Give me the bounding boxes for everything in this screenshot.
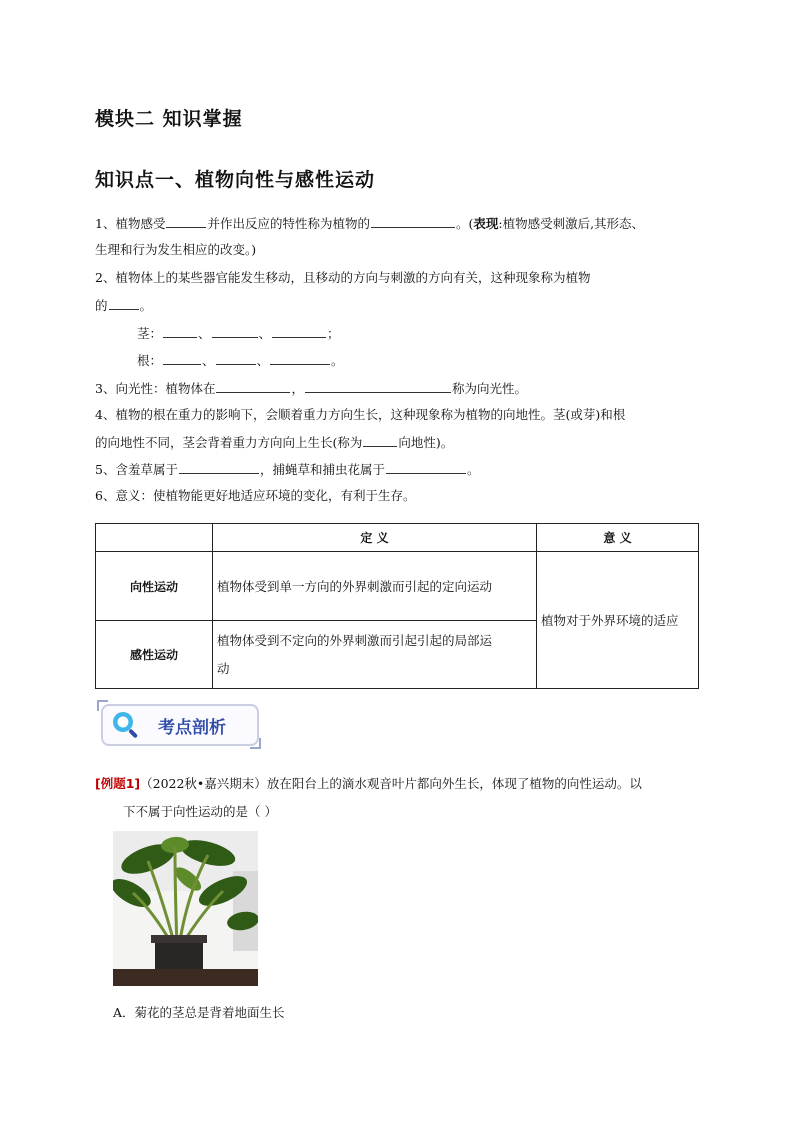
item-2-line-2: [95, 297, 152, 314]
text: 动: [217, 660, 230, 676]
blank[interactable]: [163, 325, 197, 338]
text: 的向地性不同，茎会背着重力方向向上生长(称为: [95, 435, 363, 450]
text: ，捕蝇草和捕虫花属于: [259, 462, 385, 477]
table-cell-definition: [213, 621, 537, 689]
text: ，: [291, 381, 304, 396]
text: 、: [202, 353, 215, 368]
blank[interactable]: [109, 297, 139, 310]
blank[interactable]: [166, 215, 206, 228]
item-6: 6、意义：使植物能更好地适应环境的变化，有利于生存。: [95, 488, 416, 503]
magnifier-icon: [110, 709, 142, 741]
example-line-2: 下不属于向性运动的是（ ）: [123, 804, 277, 819]
text: 称为向光性。: [451, 381, 527, 396]
example-tag: [例题1]: [95, 776, 141, 791]
text: ；: [327, 326, 340, 341]
text: 并作出反应的特性称为植物的: [207, 216, 370, 231]
badge-label: 考点剖析: [158, 718, 226, 738]
root-label: 根：: [137, 353, 163, 368]
section-title: 知识点一、植物向性与感性运动: [95, 169, 376, 191]
item-1-line-2: 生理和行为发生相应的改变。): [95, 242, 257, 257]
blank[interactable]: [272, 325, 326, 338]
example-source: （2022秋•嘉兴期末）: [140, 776, 267, 791]
table-header-meaning: 意 义: [537, 524, 699, 552]
text: 3、向光性：植物体在: [95, 381, 216, 396]
plant-photo: [113, 831, 258, 986]
stem-line: [137, 325, 340, 342]
option-a[interactable]: A．菊花的茎总是背着地面生长: [113, 1005, 285, 1020]
table-cell-definition: 植物体受到单一方向的外界刺激而引起的定向运动: [213, 552, 537, 621]
table-cell-meaning: 植物对于外界环境的适应: [537, 552, 699, 689]
text: 植物体受到不定向的外界刺激而引起引起的局部运: [217, 632, 493, 648]
table-header-definition: 定 义: [213, 524, 537, 552]
blank[interactable]: [305, 380, 451, 393]
text: 1、植物感受: [95, 216, 166, 231]
item-3: [95, 380, 527, 397]
table-row-name: 向性运动: [96, 552, 213, 621]
table-row-name: 感性运动: [96, 621, 213, 689]
example-line-1: [95, 770, 705, 798]
text: 。: [466, 462, 480, 477]
example-question: [95, 770, 705, 826]
blank[interactable]: [371, 215, 455, 228]
item-5: [95, 461, 480, 478]
blank[interactable]: [386, 461, 466, 474]
blank[interactable]: [179, 461, 259, 474]
blank[interactable]: [163, 352, 201, 365]
text: 、: [256, 353, 270, 368]
blank[interactable]: [216, 352, 256, 365]
exam-analysis-badge: [96, 699, 262, 750]
text: 5、含羞草属于: [95, 462, 178, 477]
text: 向地性)。: [398, 435, 454, 450]
root-line: [137, 352, 344, 369]
stem-label: 茎：: [137, 326, 163, 341]
example-text: 放在阳台上的滴水观音叶片都向外生长，体现了植物的向性运动。以: [266, 776, 642, 791]
text: :植物感受刺激后,其形态、: [498, 216, 645, 231]
text: 。(: [455, 216, 474, 231]
text: 。: [331, 353, 344, 368]
item-4-line-2: [95, 434, 453, 451]
blank[interactable]: [216, 380, 290, 393]
blank[interactable]: [212, 325, 258, 338]
text: 、: [258, 326, 272, 341]
module-title: 模块二 知识掌握: [95, 108, 243, 130]
text: 、: [198, 326, 211, 341]
blank[interactable]: [270, 352, 330, 365]
item-1-line-1: [95, 215, 644, 232]
text: 的: [95, 298, 108, 313]
table-corner-cell: [96, 524, 213, 552]
blank[interactable]: [363, 434, 397, 447]
text: 。: [139, 298, 153, 313]
item-4-line-1: 4、植物的根在重力的影响下，会顺着重力方向生长，这种现象称为植物的向地性。茎(或芽)和根: [95, 407, 626, 422]
bold-text: 表现: [473, 216, 499, 231]
knowledge-table: [95, 523, 699, 689]
item-2-line-1: 2、植物体上的某些器官能发生移动，且移动的方向与刺激的方向有关，这种现象称为植物: [95, 270, 591, 285]
